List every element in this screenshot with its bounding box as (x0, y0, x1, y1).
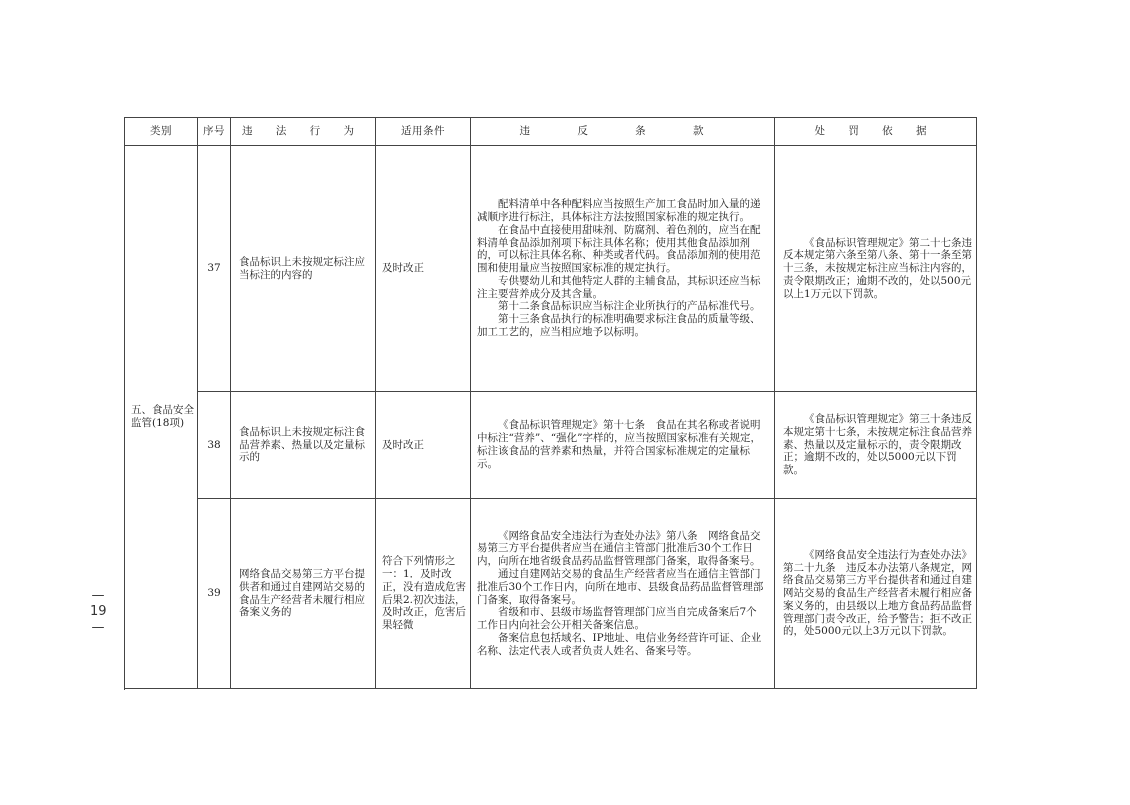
clause-paragraph: 在食品中直接使用甜味剂、防腐剂、着色剂的，应当在配料清单食品添加剂项下标注具体名称；使用其他食品添加剂的，可以标注具体名称、种类或者代码。食品添加剂的使用范围和使用量应当按照国家标准的规定执行。 (477, 223, 761, 275)
table-row (125, 499, 977, 689)
basis-cell (775, 499, 977, 689)
basis-cell (775, 146, 977, 392)
clause-cell (471, 392, 775, 499)
category-cell: 五、食品安全监管(18项) (125, 146, 198, 689)
condition-cell: 符合下列情形之一：1．及时改正，没有造成危害后果2.初次违法，及时改正，危害后果轻微 (376, 499, 471, 689)
header-category: 类别 (125, 118, 198, 146)
clause-paragraph: 备案信息包括域名、IP地址、电信业务经营许可证、企业名称、法定代表人或者负责人姓名、备案号等。 (477, 631, 762, 657)
header-clause: 违 反 条 款 (471, 118, 775, 146)
clause-paragraph: 第十三条食品执行的标准明确要求标注食品的质量等级、加工工艺的，应当相应地予以标明。 (477, 313, 761, 339)
clause-paragraph: 省级和市、县级市场监督管理部门应当自完成备案后7个工作日内向社会公开相关备案信息。 (477, 606, 757, 632)
basis-text: 《食品标识管理规定》第二十七条违反本规定第六条至第八条、第十一条至第十三条，未按规定标注应当标注内容的，责令限期改正；逾期不改的，处以500元以上1万元以下罚款。 (783, 236, 972, 300)
clause-paragraph: 配料清单中各种配料应当按照生产加工食品时加入量的递减顺序进行标注，具体标注方法按照国家标准的规定执行。 (477, 198, 761, 223)
penalty-table (124, 117, 977, 689)
clause-cell (471, 146, 775, 392)
condition-cell: 及时改正 (376, 392, 471, 499)
margin-line (124, 654, 125, 690)
clause-paragraph: 第十二条食品标识应当标注企业所执行的产品标准代号。 (498, 300, 761, 313)
header-seq: 序号 (198, 118, 231, 146)
clause-paragraph: 《网络食品安全违法行为查处办法》第八条 网络食品交易第三方平台提供者应当在通信主管部门批准后30个工作日内，向所在地省级食品药品监督管理部门备案，取得备案号。 (477, 529, 761, 568)
clause-cell (471, 499, 775, 689)
condition-cell: 及时改正 (376, 146, 471, 392)
basis-text: 《食品标识管理规定》第三十条违反本规定第十七条，未按规定标注食品营养素、热量以及定量标示的，责令限期改正；逾期不改的，处以5000元以下罚款。 (783, 413, 972, 477)
header-basis: 处 罚 依 据 (775, 118, 977, 146)
clause-paragraph: 专供婴幼儿和其他特定人群的主辅食品，其标识还应当标注主要营养成分及其含量。 (477, 274, 761, 300)
page-number (90, 588, 106, 636)
table-header-row (125, 118, 977, 146)
behavior-cell: 食品标识上未按规定标注应当标注的内容的 (231, 146, 376, 392)
header-behavior: 违 法 行 为 (231, 118, 376, 146)
seq-cell: 37 (198, 146, 231, 392)
seq-cell: 38 (198, 392, 231, 499)
behavior-cell: 网络食品交易第三方平台提供者和通过自建网站交易的食品生产经营者未履行相应备案义务的 (231, 499, 376, 689)
basis-cell (775, 392, 977, 499)
seq-cell: 39 (198, 499, 231, 689)
behavior-cell: 食品标识上未按规定标注食品营养素、热量以及定量标示的 (231, 392, 376, 499)
table-row (125, 146, 977, 392)
table-row (125, 392, 977, 499)
basis-text: 《网络食品安全违法行为查处办法》第二十九条 违反本办法第八条规定，网络食品交易第三方平台提供者和通过自建网站交易的食品生产经营者未履行相应备案义务的，由县级以上地方食品药品监督管理部门责令改正，给予警告；拒不改正的，处5000元以上3万元以下罚款。 (783, 548, 972, 638)
clause-paragraph: 《食品标识管理规定》第十七条 食品在其名称或者说明中标注“营养”、“强化”字样的，应当按照国家标准有关规定，标注该食品的营养素和热量，并符合国家标准规定的定量标示。 (477, 419, 761, 470)
page-number-text: — 19 — (90, 588, 107, 635)
header-condition: 适用条件 (376, 118, 471, 146)
clause-paragraph: 通过自建网站交易的食品生产经营者应当在通信主管部门批准后30个工作日内，向所在地市、县级食品药品监督管理部门备案，取得备案号。 (477, 567, 764, 606)
